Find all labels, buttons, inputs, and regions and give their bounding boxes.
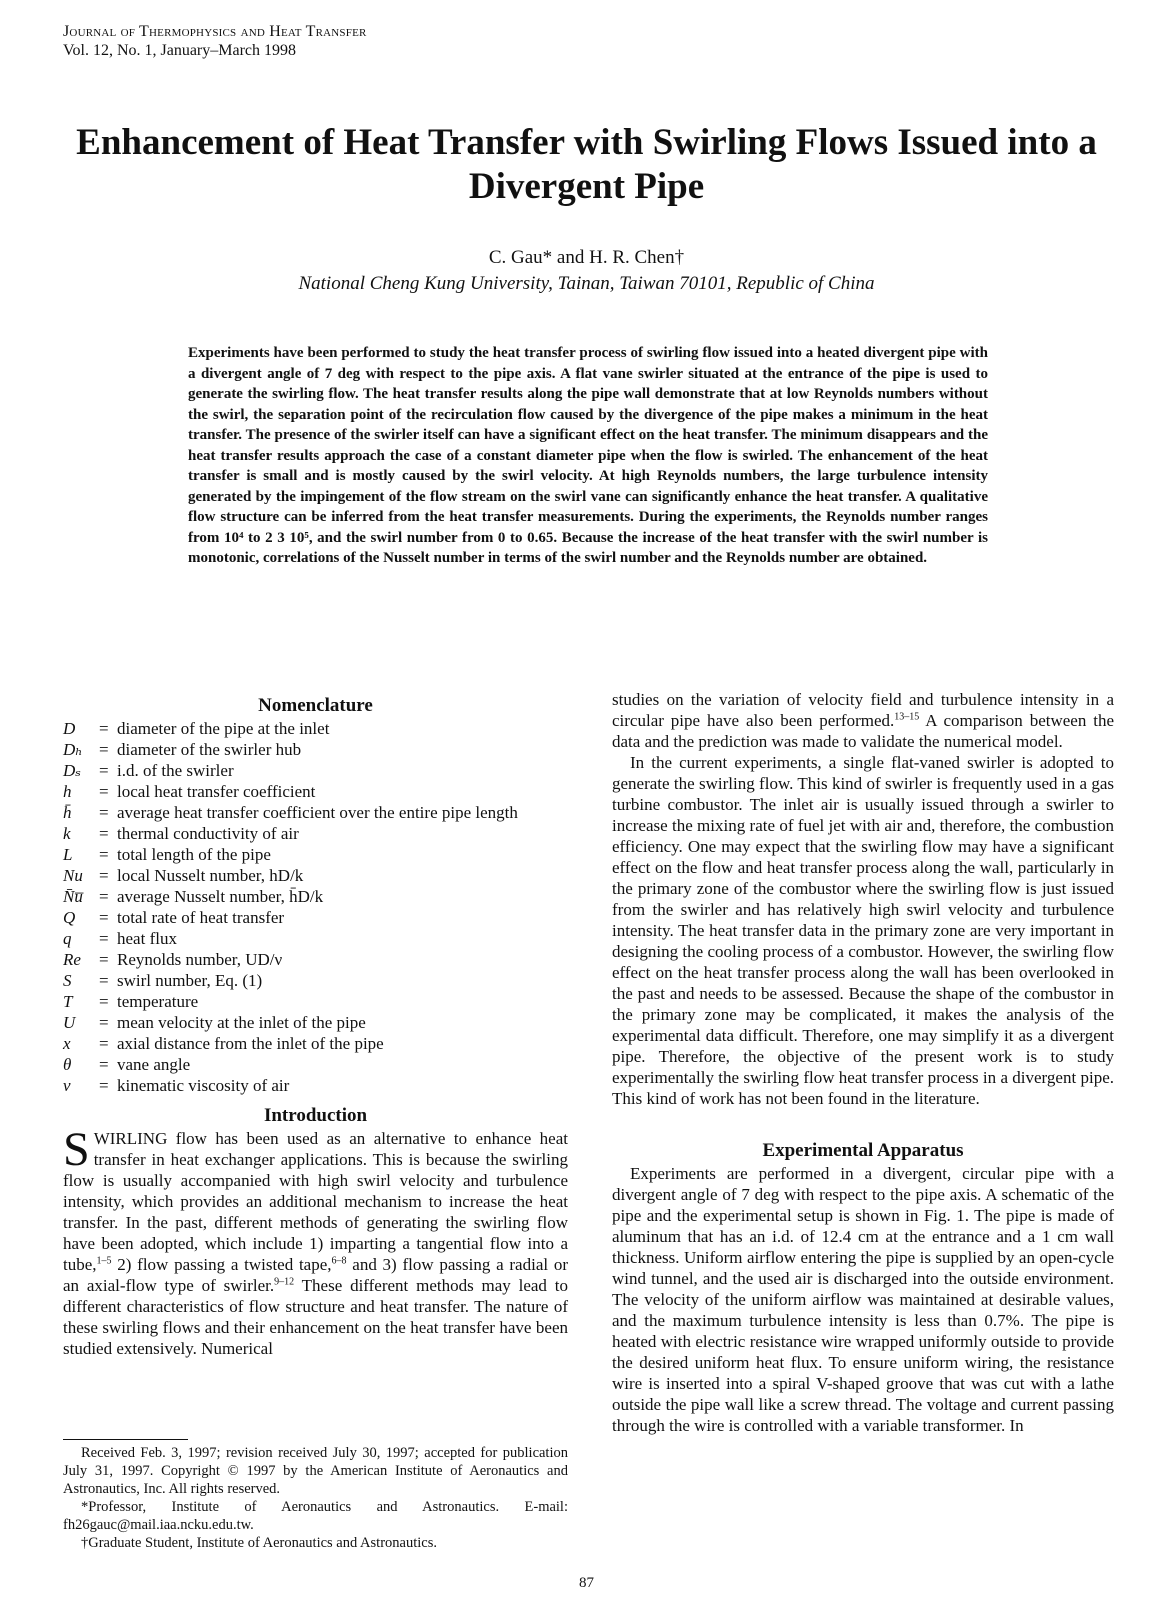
nomenclature-equals: = — [99, 992, 109, 1011]
nomenclature-equals: = — [99, 761, 109, 780]
nomenclature-symbol: Q — [63, 908, 76, 927]
paper-title: Enhancement of Heat Transfer with Swirling Flows Issued into a Divergent Pipe — [76, 122, 1097, 207]
nomenclature-definition: average heat transfer coefficient over the entire pipe length — [117, 803, 518, 822]
nomenclature-definition: axial distance from the inlet of the pipe — [117, 1034, 384, 1053]
nomenclature-item — [63, 970, 568, 991]
nomenclature-symbol: U — [63, 1013, 76, 1032]
nomenclature-definition: local Nusselt number, hD/k — [117, 866, 304, 885]
nomenclature-item — [63, 949, 568, 970]
nomenclature-equals: = — [99, 719, 109, 738]
left-column — [63, 694, 568, 1359]
intro-paragraph-3: In the current experiments, a single flat-vaned swirler is adopted to generate the swirling flow. This kind of swirler is frequently used in a gas turbine combustor. The inlet air is usually issued through a swirler to increase the mixing rate of fuel jet with air and, therefore, the combustion efficiency. One may expect that the swirling flow may have a significant effect on the flow and heat transfer process along the wall, particularly in the primary zone of the combustor where the swirling flow is just issued from the swirler and has relatively high swirl velocity and turbulence intensity. The heat transfer data in the primary zone are very important in designing the cooling process of a combustor. However, the swirling flow effect on the heat transfer process along the wall has been overlooked in the past and needs to be assessed. Because the shape of the combustor in the primary zone may be complicated, it makes the analysis of the experimental data difficult. Therefore, one may simplify it as a divergent pipe. Therefore, the objective of the present work is to study experimentally the swirling flow heat transfer process in a divergent pipe. This kind of work has not been found in the literature. — [612, 753, 1114, 1108]
nomenclature-definition: diameter of the swirler hub — [117, 740, 302, 759]
nomenclature-item — [63, 781, 568, 802]
journal-header — [63, 22, 367, 60]
footnote-author-2: †Graduate Student, Institute of Aeronautics and Astronautics. — [81, 1535, 437, 1551]
nomenclature-equals: = — [99, 845, 109, 864]
nomenclature-symbol: D — [63, 719, 76, 738]
page-number: 87 — [579, 1575, 594, 1591]
nomenclature-equals: = — [99, 971, 109, 990]
nomenclature-definition: average Nusselt number, h̄D/k — [117, 887, 324, 906]
nomenclature-definition: total rate of heat transfer — [117, 908, 285, 927]
nomenclature-item — [63, 718, 568, 739]
nomenclature-equals: = — [99, 1076, 109, 1095]
paper-authors: C. Gau* and H. R. Chen† — [488, 247, 685, 268]
nomenclature-equals: = — [99, 929, 109, 948]
nomenclature-definition: i.d. of the swirler — [117, 761, 234, 780]
nomenclature-definition: heat flux — [117, 929, 177, 948]
right-column — [612, 689, 1114, 1436]
nomenclature-equals: = — [99, 824, 109, 843]
nomenclature-list — [63, 718, 568, 1096]
nomenclature-item — [63, 802, 568, 823]
nomenclature-item — [63, 907, 568, 928]
intro-paragraph-1: SWIRLING flow has been used as an alternative to enhance heat transfer in heat exchanger applications. This is because the swirling flow is usually accompanied with high swirl velocity and turbulence intensity, which provides an additional mechanism to increase the heat transfer. In the past, different methods of generating the swirling flow have been adopted, which include 1) imparting a tangential flow into a tube,$^{1-5}$ 2) flow passing a twisted tape,$^{6-8}$ and 3) flow passing a radial or an axial-flow type of swirler.$^{9-12}$ These different methods may lead to different characteristics of flow structure and heat transfer. The nature of these swirling flows and their enhancement on the heat transfer have been studied extensively. Numerical — [63, 1123, 568, 1358]
nomenclature-equals: = — [99, 908, 109, 927]
abstract: Experiments have been performed to study the heat transfer process of swirling flow issued into a heated divergent pipe with a divergent angle of 7 deg with respect to the pipe axis. A flat vane swirler situated at the entrance of the pipe is used to generate the swirling flow. The heat transfer results along the pipe wall demonstrate that at low Reynolds numbers without the swirl, the separation point of the recirculation flow caused by the divergence of the pipe makes a minimum in the heat transfer. The presence of the swirler itself can have a significant effect on the heat transfer. The minimum disappears and the heat transfer results approach the case of a constant diameter pipe when the flow is swirled. The enhancement of the heat transfer is small and is mostly caused by the swirl velocity. At high Reynolds numbers, the large turbulence intensity generated by the impingement of the flow stream on the swirl vane can significantly enhance the heat transfer. A qualitative flow structure can be inferred from the heat transfer measurements. During the experiments, the Reynolds number ranges from 10⁴ to 2 3 10⁵, and the swirl number from 0 to 0.65. Because the increase of the heat transfer with the swirl number is monotonic, correlations of the Nusselt number in terms of the swirl number and the Reynolds number are obtained. — [188, 345, 988, 566]
paper-affiliation: National Cheng Kung University, Tainan, Taiwan 70101, Republic of China — [298, 273, 875, 294]
nomenclature-item — [63, 865, 568, 886]
nomenclature-definition: local heat transfer coefficient — [117, 782, 316, 801]
nomenclature-item — [63, 991, 568, 1012]
nomenclature-equals: = — [99, 866, 109, 885]
nomenclature-definition: thermal conductivity of air — [117, 824, 299, 843]
nomenclature-definition: swirl number, Eq. (1) — [117, 971, 263, 990]
apparatus-heading: Experimental Apparatus — [762, 1140, 964, 1161]
introduction-heading: Introduction — [263, 1105, 368, 1126]
nomenclature-item — [63, 886, 568, 907]
nomenclature-symbol: S — [63, 971, 72, 990]
nomenclature-equals: = — [99, 782, 109, 801]
nomenclature-heading: Nomenclature — [258, 695, 373, 716]
nomenclature-symbol: Re — [63, 950, 81, 969]
nomenclature-symbol: θ — [63, 1055, 72, 1074]
nomenclature-symbol: T — [63, 992, 73, 1011]
nomenclature-definition: kinematic viscosity of air — [117, 1076, 290, 1095]
nomenclature-symbol: h̄ — [63, 803, 72, 822]
nomenclature-equals: = — [99, 1055, 109, 1074]
nomenclature-symbol: x — [63, 1034, 71, 1053]
nomenclature-definition: temperature — [117, 992, 199, 1011]
nomenclature-equals: = — [99, 1034, 109, 1053]
nomenclature-symbol: L — [63, 845, 73, 864]
nomenclature-equals: = — [99, 740, 109, 759]
nomenclature-symbol: Dₛ — [63, 761, 82, 780]
drop-cap: S — [63, 1123, 90, 1176]
journal-name: Journal of Thermophysics and Heat Transfer — [63, 23, 367, 40]
intro-paragraph-2: studies on the variation of velocity field and turbulence intensity in a circular pipe have also been performed.$^{13-15}$ A comparison between the data and the prediction was made to validate the numerical model. — [612, 690, 1114, 751]
nomenclature-item — [63, 1075, 568, 1096]
nomenclature-item — [63, 1012, 568, 1033]
nomenclature-definition: total length of the pipe — [117, 845, 271, 864]
nomenclature-symbol: ν — [63, 1076, 71, 1095]
nomenclature-item — [63, 760, 568, 781]
footnote-author-1: *Professor, Institute of Aeronautics and Astronautics. E-mail: fh26gauc@mail.iaa.ncku.edu.tw. — [63, 1499, 568, 1533]
nomenclature-item — [63, 823, 568, 844]
nomenclature-symbol: N̄u̅ — [63, 887, 83, 906]
nomenclature-item — [63, 1033, 568, 1054]
nomenclature-equals: = — [99, 950, 109, 969]
apparatus-paragraph-1: Experiments are performed in a divergent, circular pipe with a divergent angle of 7 deg with respect to the pipe axis. A schematic of the pipe and the experimental setup is shown in Fig. 1. The pipe is made of aluminum that has an i.d. of 12.4 cm at the entrance and a 1 cm wall thickness. Uniform airflow entering the pipe is supplied by an open-cycle wind tunnel, and the used air is discharged into the outside environment. The velocity of the uniform airflow was maintained at desirable values, and the maximum turbulence intensity is less than 0.7%. The pipe is heated with electric resistance wire wrapped uniformly outside to provide the desired uniform heat flux. To ensure uniform wiring, the resistance wire is inserted into a spiral V-shaped groove that was cut with a lathe outside the pipe wall like a screw thread. The voltage and current passing through the wire is controlled with a variable transformer. In — [612, 1164, 1114, 1435]
nomenclature-symbol: h — [63, 782, 72, 801]
nomenclature-item — [63, 928, 568, 949]
nomenclature-equals: = — [99, 803, 109, 822]
nomenclature-definition: mean velocity at the inlet of the pipe — [117, 1013, 366, 1032]
nomenclature-symbol: k — [63, 824, 71, 843]
nomenclature-item — [63, 844, 568, 865]
nomenclature-symbol: q — [63, 929, 72, 948]
nomenclature-item — [63, 739, 568, 760]
nomenclature-symbol: Dₕ — [63, 740, 83, 759]
nomenclature-definition: diameter of the pipe at the inlet — [117, 719, 330, 738]
nomenclature-definition: Reynolds number, UD/ν — [117, 950, 283, 969]
nomenclature-equals: = — [99, 887, 109, 906]
footnote-rule — [63, 1439, 188, 1440]
nomenclature-equals: = — [99, 1013, 109, 1032]
footnote-received: Received Feb. 3, 1997; revision received July 30, 1997; accepted for publication July 31, 1997. Copyright © 1997 by the American Institute of Aeronautics and Astronautics, Inc. All rights reserved. — [63, 1445, 568, 1497]
journal-volume: Vol. 12, No. 1, January–March 1998 — [63, 42, 297, 59]
nomenclature-item — [63, 1054, 568, 1075]
nomenclature-definition: vane angle — [117, 1055, 191, 1074]
footnotes — [63, 1439, 568, 1552]
nomenclature-symbol: Nu — [63, 866, 83, 885]
